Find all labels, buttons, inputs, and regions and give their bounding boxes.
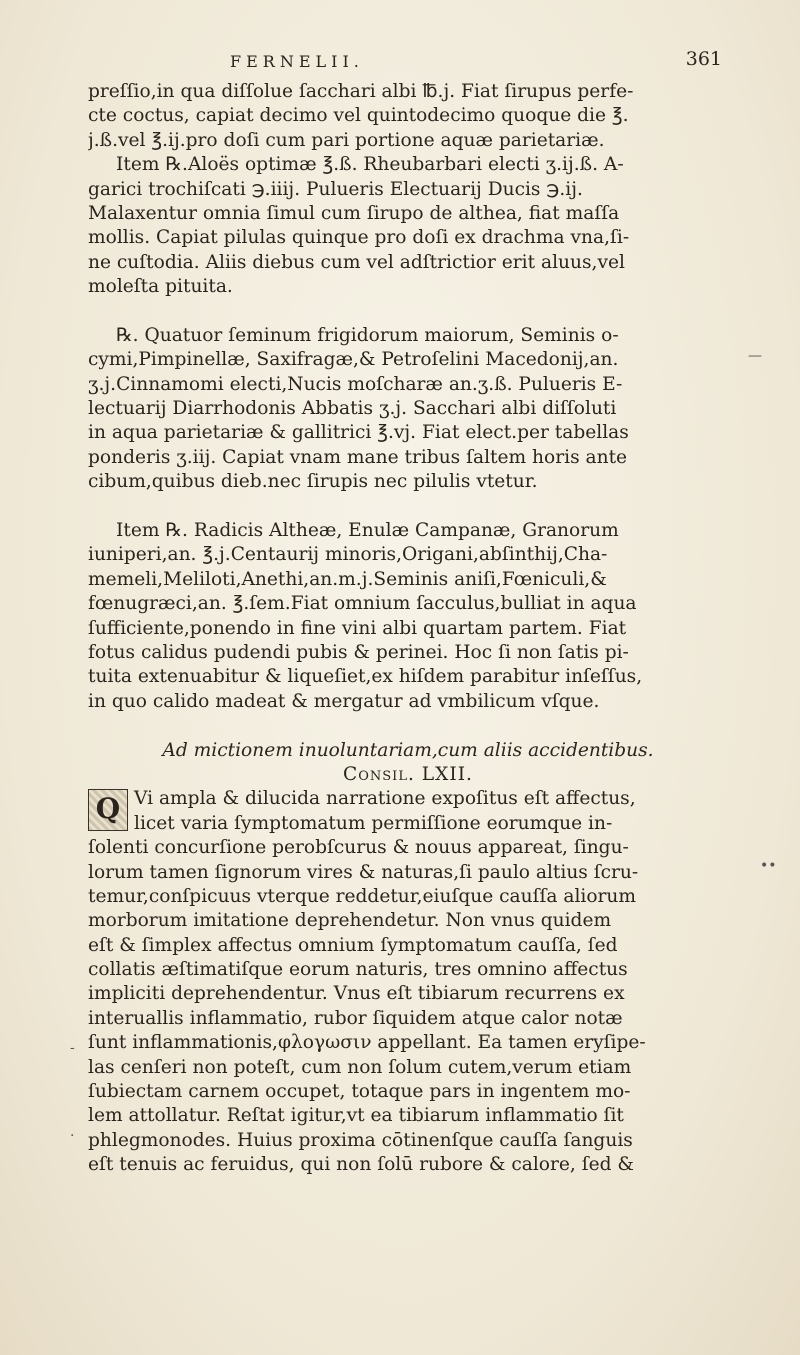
consilium-number: Consil. LXII.: [343, 763, 473, 785]
text-line: j.ß.vel ℥.ij.pro doſi cum pari portione aquæ parietariæ.: [88, 129, 605, 151]
text-line: eſt tenuis ac feruidus, qui non ſolū rubore & calore, ſed &: [88, 1154, 634, 1176]
text-line: lem attollatur. Reſtat igitur,vt ea tibiarum inflammatio ſit: [88, 1105, 624, 1127]
text-line: fotus calidus pudendi pubis & perinei. Hoc ſi non ſatis pi-: [88, 641, 629, 663]
text-line: [88, 300, 728, 324]
margin-mark: ••: [760, 858, 777, 874]
body-text: [88, 80, 728, 1226]
decorated-initial: [88, 789, 128, 831]
page-header: [90, 48, 730, 78]
text-line: cte coctus, capiat decimo vel quintodecimo quoque die ℥.: [88, 105, 629, 127]
running-head: FERNELII.: [230, 52, 364, 71]
text-line: ſubiectam carnem occupet, totaque pars in ingentem mo-: [88, 1081, 631, 1103]
text-line: collatis æſtimatiſque eorum naturis, tres omnino affectus: [88, 959, 628, 981]
text-line: in aqua parietariæ & gallitrici ℥.vj. Fiat elect.per tabellas: [88, 422, 629, 444]
text-line: Item ℞.Aloës optimæ ℥.ß. Rheubarbari electi ʒ.ij.ß. A-: [116, 154, 624, 176]
text-line: ſufficiente,ponendo in fine vini albi quartam partem. Fiat: [88, 617, 627, 639]
text-line: cibum,quibus dieb.nec ſirupis nec pilulis vtetur.: [88, 471, 538, 493]
text-line: ʒ.j.Cinnamomi electi,Nucis moſcharæ an.ʒ.ß. Pulueris E-: [88, 373, 623, 395]
text-line: [88, 714, 728, 738]
text-line: ſunt inflammationis,φλογωσιν appellant. Ea tamen eryſipe-: [88, 1032, 646, 1054]
text-line: Malaxentur omnia ſimul cum ſirupo de althea, fiat maſſa: [88, 202, 620, 224]
opening-paragraph: [88, 787, 728, 836]
text-line: lectuarij Diarrhodonis Abbatis ʒ.j. Sacchari albi diſſoluti: [88, 398, 617, 420]
text-line: moleſta pituita.: [88, 276, 233, 298]
text-line: temur,conſpicuus vterque reddetur,eiuſque cauſſa aliorum: [88, 885, 637, 907]
text-line: eſt & ſimplex affectus omnium ſymptomatum cauſſa, ſed: [88, 934, 618, 956]
margin-mark: ·: [70, 1128, 75, 1144]
text-line: [88, 495, 728, 519]
text-line: ponderis ʒ.iij. Capiat vnam mane tribus ſaltem horis ante: [88, 446, 628, 468]
text-line: lorum tamen ſignorum vires & naturas,ſi paulo altius ſcru-: [88, 861, 639, 883]
text-line: tuita extenuabitur & liqueſiet,ex hiſdem parabitur inſeſſus,: [88, 666, 643, 688]
text-line: ne cuſtodia. Aliis diebus cum vel adſtrictior erit aluus,vel: [88, 251, 625, 273]
text-line: ſolenti concurſione perobſcurus & nouus appareat, ſingu-: [88, 837, 629, 859]
text-line: licet varia ſymptomatum permiſſione eorumque in-: [134, 812, 613, 834]
page-number: 361: [685, 48, 722, 70]
text-line: Item ℞. Radicis Altheæ, Enulæ Campanæ, Granorum: [116, 520, 619, 542]
text-line: ℞. Quatuor ſeminum frigidorum maiorum, Seminis o-: [116, 324, 619, 346]
text-line: interuallis inflammatio, rubor ſiquidem atque calor notæ: [88, 1007, 623, 1029]
text-line: [88, 1202, 728, 1226]
text-line: memeli,Meliloti,Anethi,an.m.j.Seminis aniſi,Fœniculi,&: [88, 568, 607, 590]
section-heading: Ad mictionem inuoluntariam,cum aliis accidentibus.: [162, 739, 654, 761]
margin-mark: -: [70, 1040, 75, 1056]
text-line: fœnugræci,an. ℥.ſem.Fiat omnium ſacculus,bulliat in aqua: [88, 593, 637, 615]
text-line: iuniperi,an. ℥.j.Centaurij minoris,Origani,abſinthij,Cha-: [88, 544, 608, 566]
text-line: garici trochiſcati ℈.iiij. Pulueris Electuarij Ducis ℈.ij.: [88, 178, 583, 200]
text-line: Vi ampla & dilucida narratione expoſitus eſt affectus,: [134, 788, 636, 810]
text-line: cymi,Pimpinellæ, Saxifragæ,& Petroſelini Macedonij,an.: [88, 349, 619, 371]
text-line: in quo calido madeat & mergatur ad vmbilicum vſque.: [88, 690, 600, 712]
initial-letter: Q: [95, 792, 121, 826]
text-line: [88, 1178, 728, 1202]
margin-mark: —: [748, 348, 762, 364]
text-line: mollis. Capiat pilulas quinque pro doſi ex drachma vna,ſi-: [88, 227, 630, 249]
text-line: phlegmonodes. Huius proxima cōtinenſque cauſſa ſanguis: [88, 1129, 633, 1151]
text-line: morborum imitatione deprehendetur. Non vnus quidem: [88, 910, 612, 932]
text-line: preſſio,in qua diſſolue ſacchari albi ℔.j. Fiat ſirupus perfe-: [88, 81, 634, 102]
text-line: las cenſeri non poteſt, cum non ſolum cutem,verum etiam: [88, 1056, 632, 1078]
text-line: impliciti deprehendentur. Vnus eſt tibiarum recurrens ex: [88, 983, 625, 1005]
